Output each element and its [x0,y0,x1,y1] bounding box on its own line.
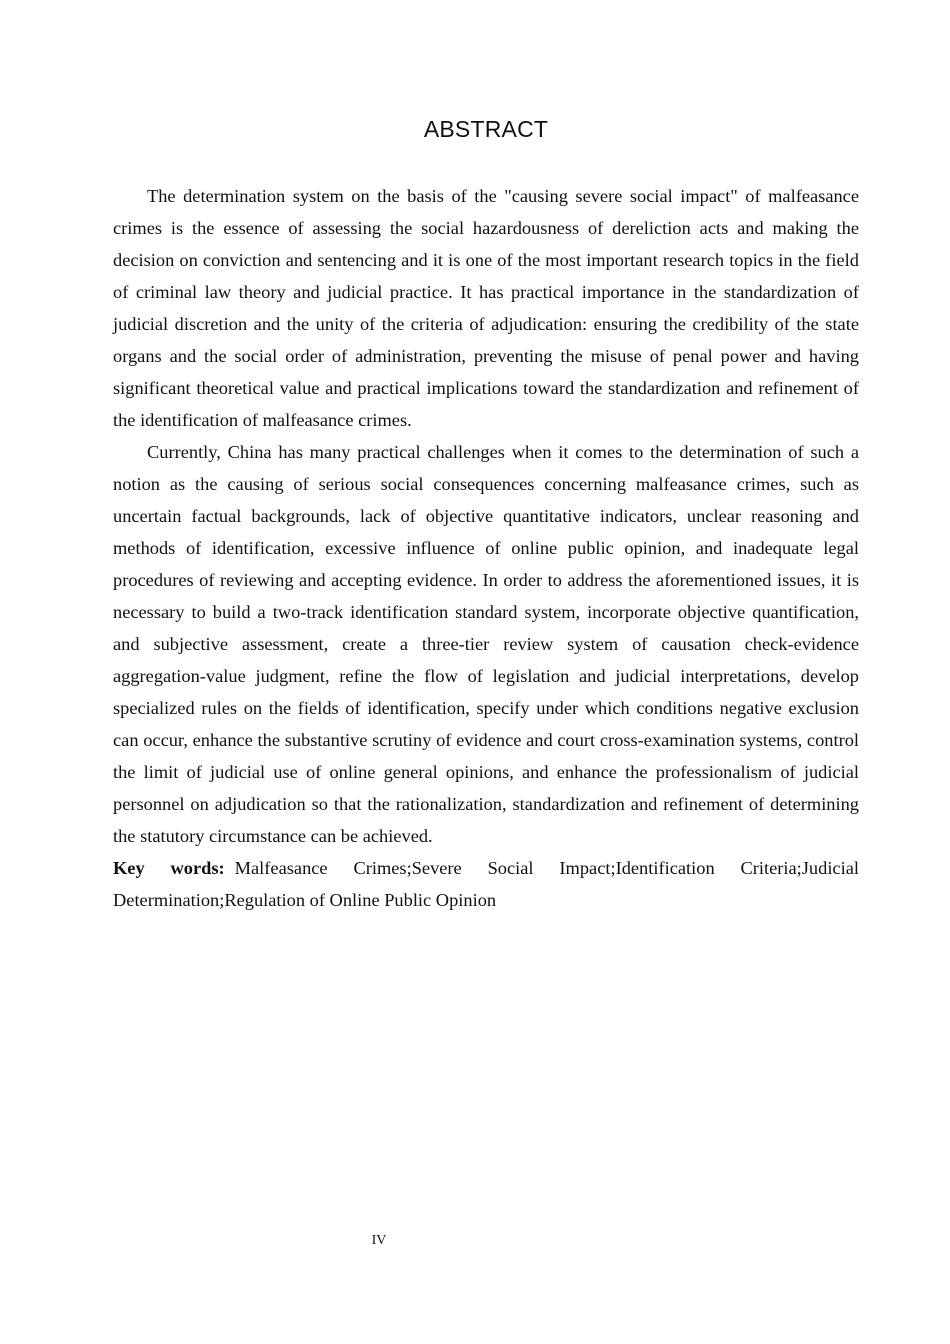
keywords-text: Malfeasance Crimes;Severe Social Impact;Identification Criteria;Judicial Determination;Regulation of Online Public Opinion [113,858,859,910]
keywords-label: Key words: [113,858,225,878]
abstract-paragraph-2: Currently, China has many practical challenges when it comes to the determination of such a notion as the causing of serious social consequences concerning malfeasance crimes, such as uncertain factual backgrounds, lack of objective quantitative indicators, unclear reasoning and methods of identification, excessive influence of online public opinion, and inadequate legal procedures of reviewing and accepting evidence. In order to address the aforementioned issues, it is necessary to build a two-track identification standard system, incorporate objective quantification, and subjective assessment, create a three-tier review system of causation check-evidence aggregation-value judgment, refine the flow of legislation and judicial interpretations, develop specialized rules on the fields of identification, specify under which conditions negative exclusion can occur, enhance the substantive scrutiny of evidence and court cross-examination systems, control the limit of judicial use of online general opinions, and enhance the professionalism of judicial personnel on adjudication so that the rationalization, standardization and refinement of determining the statutory circumstance can be achieved. [113,442,859,846]
page-number: IV [371,1233,387,1248]
abstract-title: ABSTRACT [423,116,549,142]
keywords-line [113,852,859,916]
abstract-body [113,180,859,916]
abstract-paragraph-1: The determination system on the basis of the "causing severe social impact" of malfeasance crimes is the essence of assessing the social hazardousness of dereliction acts and making the decision on conviction and sentencing and it is one of the most important research topics in the field of criminal law theory and judicial practice. It has practical importance in the standardization of judicial discretion and the unity of the criteria of adjudication: ensuring the credibility of the state organs and the social order of administration, preventing the misuse of penal power and having significant theoretical value and practical implications toward the standardization and refinement of the identification of malfeasance crimes. [113,186,859,430]
